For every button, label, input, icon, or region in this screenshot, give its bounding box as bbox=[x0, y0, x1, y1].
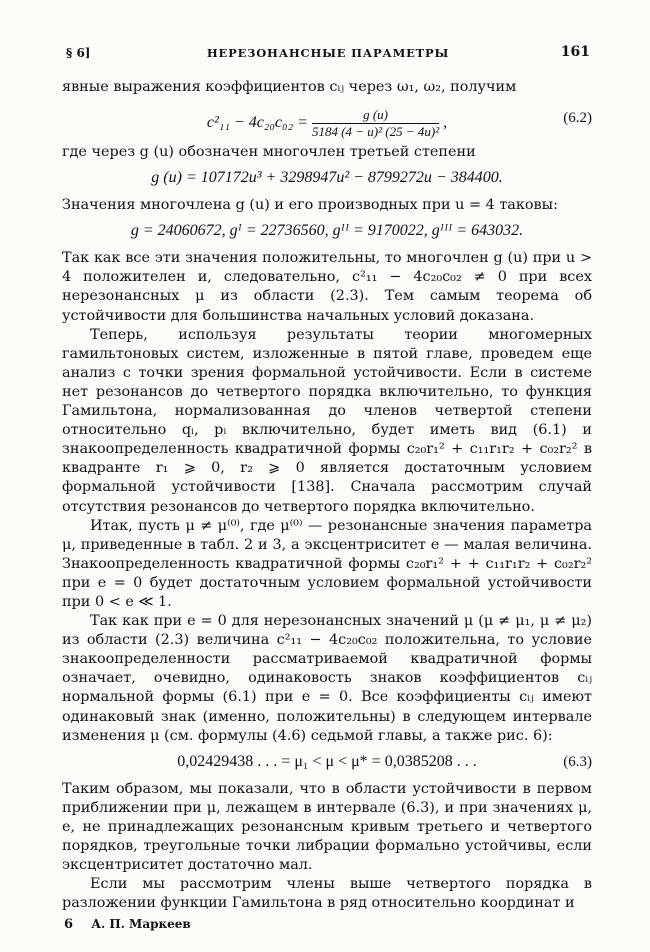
polynomial-formula: g (u) = 107172u³ + 3298947u² − 8799272u − 384400. bbox=[151, 169, 503, 187]
equation-6-3 bbox=[62, 748, 592, 776]
signature-number: 6 bbox=[64, 917, 74, 932]
paragraph-6: Итак, пусть μ ≠ μ⁽⁰⁾, где μ⁽⁰⁾ — резонансные значения параметра μ, приведенные в табл. 2 и 3, а эксцентриситет e — малая величина. Знакоопределенность квадратичной формы c₂₀r₁² + + c₁₁r₁r₂ + c₀₂r₂² при e = 0 будет достаточным условием формальной устойчивости при 0 < e ≪ 1. bbox=[62, 517, 592, 610]
signature-footer bbox=[64, 917, 191, 932]
paragraph-9: Если мы рассмотрим члены выше четвертого порядка в разложении функции Гамильтона в ряд относительно координат и bbox=[62, 876, 592, 912]
equation-6-2-fraction bbox=[312, 107, 439, 140]
fraction-numerator: g (u) bbox=[312, 107, 439, 124]
values-formula: g = 24060672, gᴵ = 22736560, gᴵᴵ = 9170022, gᴵᴵᴵ = 643032. bbox=[130, 222, 524, 240]
page-number: 161 bbox=[560, 44, 590, 60]
equation-6-2-tail: , bbox=[443, 114, 448, 132]
author-name: А. П. Маркеев bbox=[91, 917, 191, 931]
running-header bbox=[66, 44, 590, 68]
paragraph-7: Так как при e = 0 для нерезонансных значений μ (μ ≠ μ₁, μ ≠ μ₂) из области (2.3) величина c²₁₁ − 4c₂₀c₀₂ положительна, то условие знакоопределенности рассматриваемой квадратичной формы означает, очевидно, одинаковость знаков коэффициентов cᵢⱼ нормальной формы (6.1) при e = 0. Все коэффициенты cᵢⱼ имеют одинаковый знак (именно, положительны) в следующем интервале изменения μ (см. формулы (4.6) седьмой главы, а также рис. 6): bbox=[62, 613, 592, 744]
equation-6-2-left: c²₁₁ − 4c₂₀c₀₂ = bbox=[206, 114, 308, 132]
paragraph-1: явные выражения коэффициентов cᵢⱼ через ω₁, ω₂, получим bbox=[62, 79, 517, 95]
fraction-denominator: 5184 (4 − u)² (25 − 4u)² bbox=[311, 124, 440, 140]
equation-values bbox=[62, 217, 592, 245]
paragraph-8: Таким образом, мы показали, что в области устойчивости в первом приближении при μ, лежащем в интервале (6.3), и при значениях μ, e, не принадлежащих резонансным кривым третьего и четвертого порядков, треугольные точки либрации формально устойчивы, если эксцентриситет достаточно мал. bbox=[62, 780, 592, 874]
interval-formula: 0,02429438 . . . = μ₁ < μ < μ* = 0,0385208 . . . bbox=[177, 752, 477, 770]
running-title: НЕРЕЗОНАНСНЫЕ ПАРАМЕТРЫ bbox=[206, 46, 450, 60]
equation-number-6-3: (6.3) bbox=[563, 753, 592, 770]
equation-6-2 bbox=[62, 99, 592, 139]
page-body bbox=[62, 78, 592, 913]
paragraph-2: где через g (u) обозначен многочлен третьей степени bbox=[62, 144, 476, 161]
paragraph-4: Так как все эти значения положительны, то многочлен g (u) при u > 4 положителен и, следовательно, c²₁₁ − 4c₂₀c₀₂ ≠ 0 при всех нерезонансных μ из области (2.3). Тем самым теорема об устойчивости для большинства начальных условий доказана. bbox=[62, 250, 592, 324]
equation-polynomial bbox=[62, 164, 592, 192]
paragraph-3: Значения многочлена g (u) и его производных при u = 4 таковы: bbox=[62, 197, 558, 214]
section-marker: § 6] bbox=[66, 46, 91, 60]
equation-number-6-2: (6.2) bbox=[563, 110, 592, 127]
paragraph-5: Теперь, используя результаты теории многомерных гамильтоновых систем, изложенные в пятой главе, проведем еще анализ с точки зрения формальной устойчивости. Если в системе нет резонансов до четвертого порядка включительно, то функция Гамильтона, нормализованная до членов четвертой степени относительно qᵢ, pᵢ включительно, будет иметь вид (6.1) и знакоопределенность квадратичной формы c₂₀r₁² + c₁₁r₁r₂ + c₀₂r₂² в квадранте r₁ ⩾ 0, r₂ ⩾ 0 является достаточным условием формальной устойчивости [138]. Сначала рассмотрим случай отсутствия резонансов до четвертого порядка включительно. bbox=[62, 326, 592, 515]
